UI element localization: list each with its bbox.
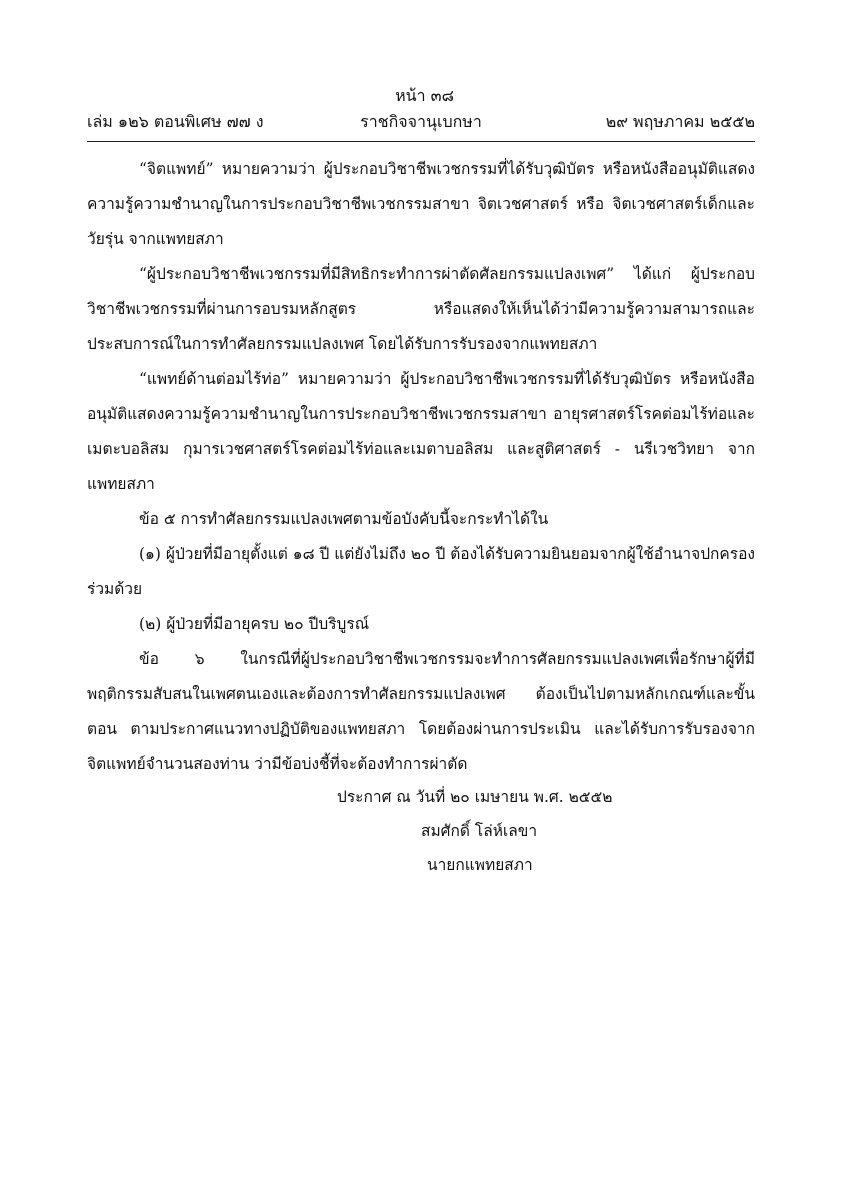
header-divider [87,141,755,142]
signature-block [337,780,612,882]
announcement-date: ประกาศ ณ วันที่ ๒๐ เมษายน พ.ศ. ๒๕๕๒ [337,788,613,806]
signatory-name: สมศักดิ์ โล่ห์เลขา [421,822,538,840]
definition-surgeon: “ผู้ประกอบวิชาชีพเวชกรรมที่มีสิทธิกระทำการผ่าตัดศัลยกรรมแปลงเพศ” ได้แก่ ผู้ประกอบวิชาชีพเวชกรรมที่ผ่านการอบรมหลักสูตร หรือแสดงให้เห็นได้ว่ามีความรู้ความสามารถและประสบการณ์ในการทำศัลยกรรมแปลงเพศ โดยได้รับการรับรองจากแพทยสภา [87,265,755,353]
publication-name: ราชกิจจานุเบกษา [360,112,482,131]
page-number: หน้า ๓๘ [395,86,454,105]
signatory-title: นายกแพทยสภา [427,856,533,874]
clause-5: ข้อ ๕ การทำศัลยกรรมแปลงเพศตามข้อบังคับนี้จะกระทำได้ใน [139,510,549,528]
gazette-header [87,111,755,133]
clause-5-item-1: (๑) ผู้ป่วยที่มีอายุตั้งแต่ ๑๘ ปี แต่ยังไม่ถึง ๒๐ ปี ต้องได้รับความยินยอมจากผู้ใช้อำนาจปกครองร่วมด้วย [87,545,755,598]
volume-info: เล่ม ๑๒๖ ตอนพิเศษ ๗๗ ง [87,112,264,131]
definition-psychiatrist: “จิตแพทย์” หมายความว่า ผู้ประกอบวิชาชีพเวชกรรมที่ได้รับวุฒิบัตร หรือหนังสืออนุมัติแสดงความรู้ความชำนาญในการประกอบวิชาชีพเวชกรรมสาขา จิตเวชศาสตร์ หรือ จิตเวชศาสตร์เด็กและวัยรุ่น จากแพทยสภา [87,160,755,248]
definition-endocrinologist: “แพทย์ด้านต่อมไร้ท่อ” หมายความว่า ผู้ประกอบวิชาชีพเวชกรรมที่ได้รับวุฒิบัตร หรือหนังสืออนุมัติแสดงความรู้ความชำนาญในการประกอบวิชาชีพเวชกรรมสาขา อายุรศาสตร์โรคต่อมไร้ท่อและเมตะบอลิสม กุมารเวชศาสตร์โรคต่อมไร้ท่อและเมตาบอลิสม และสูติศาสตร์ - นรีเวชวิทยา จากแพทยสภา [87,370,755,493]
clause-5-item-2: (๒) ผู้ป่วยที่มีอายุครบ ๒๐ ปีบริบูรณ์ [139,615,370,633]
document-body [87,152,755,782]
clause-6: ข้อ ๖ ในกรณีที่ผู้ประกอบวิชาชีพเวชกรรมจะทำการศัลยกรรมแปลงเพศเพื่อรักษาผู้ที่มีพฤติกรรมสับสนในเพศตนเองและต้องการทำศัลยกรรมแปลงเพศ ต้องเป็นไปตามหลักเกณฑ์และขั้นตอน ตามประกาศแนวทางปฏิบัติของแพทยสภา โดยต้องผ่านการประเมิน และได้รับการรับรองจากจิตแพทย์จำนวนสองท่าน ว่ามีข้อบ่งชี้ที่จะต้องทำการผ่าตัด [87,650,755,773]
publication-date: ๒๙ พฤษภาคม ๒๕๕๒ [605,112,755,131]
